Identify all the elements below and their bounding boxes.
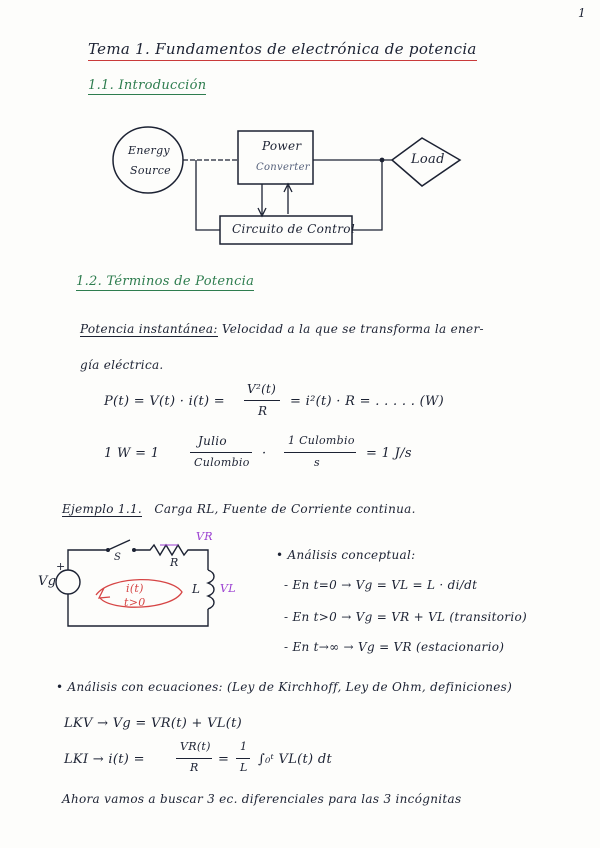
- lki-frac-line: [176, 758, 212, 759]
- inductor-label: L: [192, 582, 201, 596]
- power-equation-frac-num: V²(t): [247, 382, 277, 396]
- watt-frac1-num: Julio: [198, 434, 227, 448]
- lki-eq-sign: =: [218, 752, 230, 767]
- vr-label: VR: [196, 530, 213, 543]
- watt-equation-rhs: = 1 J/s: [366, 446, 412, 461]
- power-equation-frac-den: R: [258, 404, 268, 418]
- section-heading-power-terms: 1.2. Términos de Potencia: [76, 274, 255, 289]
- resistor-label: R: [170, 556, 179, 569]
- energy-source-label-1: Energy: [128, 144, 170, 157]
- analysis-item-2: - En t>0 → Vg = VR + VL (transitorio): [284, 610, 527, 624]
- lki-frac2-num: 1: [240, 740, 248, 753]
- equation-analysis-intro: • Análisis con ecuaciones: (Ley de Kirchhoff, Ley de Ohm, definiciones): [56, 680, 513, 694]
- lkv-equation: LKV → Vg = VR(t) + VL(t): [64, 716, 243, 731]
- time-label: t>0: [124, 596, 146, 609]
- power-converter-label-1: Power: [262, 139, 302, 153]
- conceptual-analysis-title: • Análisis conceptual:: [276, 548, 416, 562]
- analysis-item-3: - En t→∞ → Vg = VR (estacionario): [284, 640, 505, 654]
- lki-frac2-den: L: [240, 761, 248, 774]
- instantaneous-power-label: Potencia instantánea:: [80, 322, 218, 336]
- power-definition-text-1: Velocidad a la que se transforma la ener-: [221, 322, 484, 336]
- analysis-item-1: - En t=0 → Vg = VL = L · di/dt: [284, 578, 478, 592]
- lki-lhs: LKI → i(t) =: [64, 752, 145, 767]
- lki-integral: ∫₀ᵗ VL(t) dt: [258, 752, 332, 767]
- closing-sentence: Ahora vamos a buscar 3 ec. diferenciales para las 3 incógnitas: [62, 792, 462, 806]
- lki-frac2-line: [236, 758, 250, 759]
- watt-frac2-num: 1 Culombio: [288, 434, 355, 447]
- example-description: Carga RL, Fuente de Corriente continua.: [154, 502, 416, 516]
- power-equation-lhs: P(t) = V(t) · i(t) =: [104, 394, 225, 409]
- lki-frac-den: R: [190, 761, 199, 774]
- vg-label: Vg: [38, 574, 57, 589]
- example-label: Ejemplo 1.1.: [62, 502, 143, 516]
- inductor-symbol: [208, 570, 214, 609]
- page-title: Tema 1. Fundamentos de electrónica de potencia: [88, 40, 477, 61]
- page-number: 1: [578, 6, 586, 20]
- switch-label: S: [114, 552, 122, 563]
- current-label: i(t): [126, 582, 144, 595]
- power-converter-label-2: Converter: [256, 162, 310, 173]
- vl-label: VL: [220, 582, 236, 595]
- voltage-source-symbol: [56, 570, 80, 594]
- energy-source-label-2: Source: [130, 164, 171, 177]
- control-circuit-label: Circuito de Control: [232, 222, 355, 236]
- watt-equation-lhs: 1 W = 1: [104, 446, 160, 461]
- power-definition-text-2: gía eléctrica.: [80, 358, 164, 372]
- watt-frac1-den: Culombio: [194, 456, 250, 469]
- watt-equation-mid: ·: [262, 446, 267, 461]
- vg-plus: +: [56, 560, 66, 573]
- power-equation-rhs: = i²(t) · R = . . . . . (W): [290, 394, 445, 409]
- load-label: Load: [411, 152, 445, 167]
- watt-frac2-den: s: [314, 456, 320, 469]
- switch-blade: [108, 540, 130, 550]
- section-heading-intro: 1.1. Introducción: [88, 78, 207, 93]
- lki-frac-num: VR(t): [180, 740, 211, 753]
